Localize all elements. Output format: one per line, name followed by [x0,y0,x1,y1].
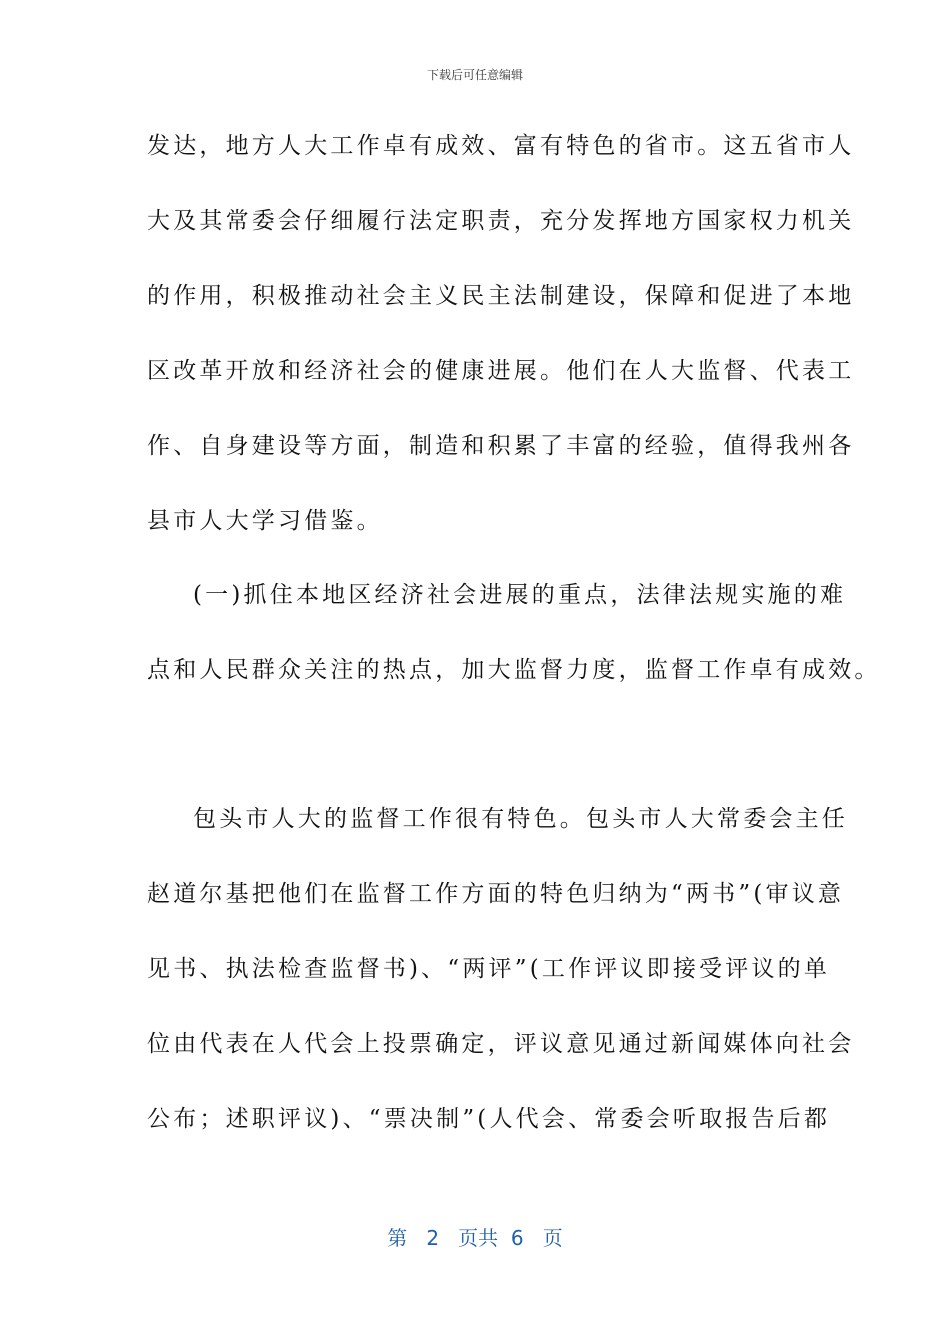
text-line: 作、自身建设等方面，制造和积累了丰富的经验，值得我州各 [147,433,855,459]
footer-prefix: 第 [387,1226,408,1250]
text-line: (一)抓住本地区经济社会进展的重点，法律法规实施的难 [193,582,847,608]
page-header: 下载后可任意编辑 [426,68,523,82]
footer-middle: 页共 [458,1226,499,1250]
text-line: 县市人大学习借鉴。 [147,508,383,534]
text-line: 区改革开放和经济社会的健康进展。他们在人大监督、代表工 [147,358,855,384]
footer-suffix: 页 [542,1226,563,1250]
text-line: 见书、执法检查监督书)、“两评”(工作评议即接受评议的单 [147,956,831,982]
text-line: 公布；述职评议)、“票决制”(人代会、常委会听取报告后都 [147,1106,831,1132]
text-line: 位由代表在人代会上投票确定，评议意见通过新闻媒体向社会 [147,1031,855,1057]
text-line: 赵道尔基把他们在监督工作方面的特色归纳为“两书”(审议意 [147,881,845,907]
text-line: 包头市人大的监督工作很有特色。包头市人大常委会主任 [193,806,848,832]
text-line: 发达，地方人大工作卓有成效、富有特色的省市。这五省市人 [147,133,855,159]
footer-page-number: 2 [426,1226,440,1250]
text-line: 点和人民群众关注的热点，加大监督力度，监督工作卓有成效。 [147,657,881,683]
text-line: 的作用，积极推动社会主义民主法制建设，保障和促进了本地 [147,283,855,309]
footer-total-pages: 6 [510,1226,524,1250]
page-footer [0,1224,950,1252]
text-line: 大及其常委会仔细履行法定职责，充分发挥地方国家权力机关 [147,208,855,234]
